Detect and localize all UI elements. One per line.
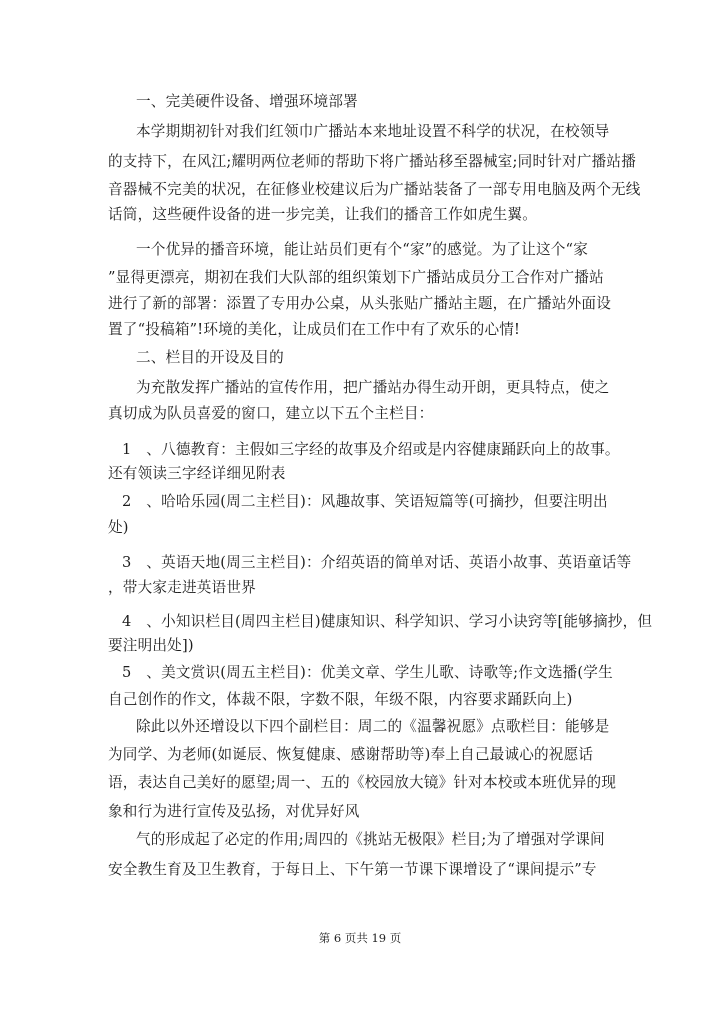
body-line: 的支持下，在风江;耀明两位老师的帮助下将广播站移至器械室;同时针对广播站播	[108, 153, 637, 170]
body-line: 象和行为进行宣传及弘扬，对优异好风	[108, 803, 360, 820]
body-line: 安全教生育及卫生教育，于每日上、下午第一节课下课增设了“课间提示”专	[108, 861, 597, 878]
body-line: 为同学、为老师(如诞辰、恢复健康、感谢帮助等)奉上自己最诚心的祝愿话	[108, 746, 594, 763]
body-line: 本学期期初针对我们红领巾广播站本来地址设置不科学的状况，在校领导	[136, 123, 610, 140]
body-line: 进行了新的部署：添置了专用办公桌，从头张贴广播站主题，在广播站外面设	[108, 295, 611, 312]
list-item: 4 、小知识栏目(周四主栏目)健康知识、科学知识、学习小诀窍等[能够摘抄，但	[122, 613, 653, 630]
body-line: 置了“投稿箱”!环境的美化，让成员们在工作中有了欢乐的心情!	[108, 321, 521, 338]
body-line: 气的形成起了必定的作用;周四的《挑站无极限》栏目;为了增强对学课间	[136, 831, 605, 848]
section-heading-hardware: 一、完美硬件设备、增强环境部署	[136, 93, 358, 110]
body-line: 真切成为队员喜爱的窗口，建立以下五个主栏目：	[108, 405, 434, 422]
list-item: 3 、英语天地(周三主栏目)：介绍英语的简单对话、英语小故事、英语童话等	[122, 554, 632, 571]
list-item-continuation: 处)	[108, 519, 129, 536]
list-item-continuation: 还有领读三字经详细见附表	[108, 465, 286, 482]
list-item-continuation: 要注明出处])	[108, 637, 194, 654]
body-line: 音器械不完美的状况，在征修业校建议后为广播站装备了一部专用电脑及两个无线	[108, 181, 641, 198]
list-item-continuation: ，带大家走进英语世界	[108, 579, 256, 596]
list-item: 2 、哈哈乐园(周二主栏目)：风趣故事、笑语短篇等(可摘抄，但要注明出	[122, 493, 608, 510]
body-line: 除此以外还增设以下四个副栏目：周二的《温馨祝愿》点歌栏目：能够是	[136, 718, 610, 735]
body-line: ”显得更漂亮，期初在我们大队部的组织策划下广播站成员分工合作对广播站	[108, 269, 604, 286]
body-line: 一个优异的播音环境，能让站员们更有个“家”的感觉。为了让这个“家	[136, 241, 589, 258]
section-heading-columns: 二、栏目的开设及目的	[136, 349, 284, 366]
body-line: 话筒，这些硬件设备的进一步完美，让我们的播音工作如虎生翼。	[108, 206, 538, 223]
body-line: 语，表达自己美好的愿望;周一、五的《校园放大镜》针对本校或本班优异的现	[108, 774, 617, 791]
list-item: 1 、八德教育：主假如三字经的故事及介绍或是内容健康踊跃向上的故事。	[122, 441, 620, 458]
list-item: 5 、美文赏识(周五主栏目)：优美文章、学生儿歌、诗歌等;作文选播(学生	[122, 664, 613, 681]
list-item-continuation: 自己创作的作文，体裁不限，字数不限，年级不限，内容要求踊跃向上)	[108, 691, 573, 708]
body-line: 为充散发挥广播站的宣传作用，把广播站办得生动开朗，更具特点，使之	[136, 379, 610, 396]
page-number-footer: 第 6 页共 19 页	[318, 931, 402, 945]
